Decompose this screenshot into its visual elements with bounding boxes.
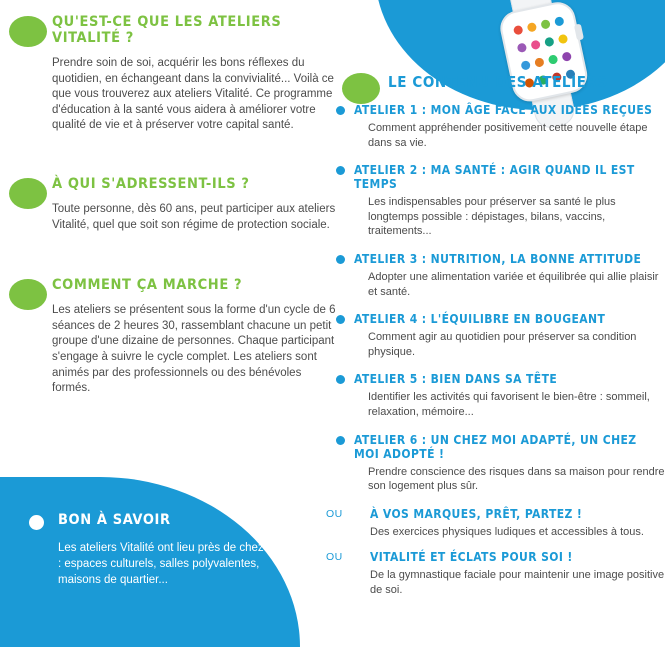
green-bullet-icon — [9, 16, 47, 47]
alternative-title: VITALITÉ ET ÉCLATS POUR SOI ! — [370, 550, 573, 565]
list-item — [336, 312, 665, 359]
atelier-title: ATELIER 5 : BIEN DANS SA TÊTE — [354, 372, 558, 387]
atelier-title: ATELIER 4 : L'ÉQUILIBRE EN BOUGEANT — [354, 312, 606, 327]
alternative-description: Des exercices physiques ludiques et accessibles à tous. — [370, 525, 644, 538]
green-bullet-icon — [342, 73, 380, 104]
connector-label: OU — [326, 551, 343, 564]
bon-a-savoir-block — [22, 512, 292, 588]
blue-bullet-icon — [336, 315, 345, 324]
section-body: Prendre soin de soi, acquérir les bons réflexes du quotidien, en échangeant dans la convivialité... Voilà ce que vous trouverez aux ateliers Vitalité. Ce programme d'éducation à la santé vous aidera à améliorer votre qualité de vie et à préserver votre capital santé. — [52, 57, 334, 132]
section-who-for — [0, 176, 340, 233]
section-title: QU'EST-CE QUE LES ATELIERS VITALITÉ ? — [52, 14, 282, 46]
atelier-description: Prendre conscience des risques dans sa maison pour rendre son logement plus sûr. — [368, 465, 665, 493]
atelier-title: ATELIER 3 : NUTRITION, LA BONNE ATTITUDE — [354, 251, 642, 266]
blue-bullet-icon — [336, 375, 345, 384]
blue-bullet-icon — [336, 255, 345, 264]
atelier-description: Adopter une alimentation variée et équilibrée qui allie plaisir et santé. — [368, 270, 659, 298]
blue-bullet-icon — [336, 106, 345, 115]
atelier-description: Identifier les activités qui favorisent le bien-être : sommeil, relaxation, mémoire... — [368, 391, 650, 418]
section-how-it-works — [0, 277, 340, 397]
alternative-description: De la gymnastique faciale pour maintenir une image positive de soi. — [370, 569, 665, 596]
white-bullet-icon — [29, 515, 44, 530]
atelier-description: Les indispensables pour préserver sa santé le plus longtemps possible : dépistages, bilans, vaccins, traitements... — [368, 196, 616, 238]
workshops-heading-title: LE CONTENU DES ATELIERS — [388, 73, 608, 91]
blue-bullet-icon — [336, 436, 345, 445]
atelier-description: Comment appréhender positivement cette nouvelle étape dans sa vie. — [368, 122, 648, 149]
atelier-title: ATELIER 6 : UN CHEZ MOI ADAPTÉ, UN CHEZ MOI ADOPTÉ ! — [354, 432, 637, 461]
green-bullet-icon — [9, 279, 47, 310]
atelier-description: Comment agir au quotidien pour préserver sa condition physique. — [368, 331, 637, 358]
atelier-title: ATELIER 1 : MON ÂGE FACE AUX IDÉES REÇUES — [354, 103, 653, 117]
list-item — [336, 252, 665, 299]
bon-a-savoir-body: Les ateliers Vitalité ont lieu près de chez vous : espaces culturels, salles polyvalentes, maisons de quartier... — [58, 542, 292, 586]
section-body: Les ateliers se présentent sous la forme d'un cycle de 6 séances de 2 heures 30, rassemblant chacune un petit groupe d'une dizaine de personnes. Chaque participant s'engage à suivre le cycle complet. Les ateliers sont animés par des professionnels ou des bénévoles formés. — [52, 304, 336, 395]
section-title: À QUI S'ADRESSENT-ILS ? — [52, 175, 250, 192]
list-item — [336, 163, 665, 239]
bon-a-savoir-title: BON À SAVOIR — [58, 512, 171, 528]
alternative-title: À VOS MARQUES, PRÊT, PARTEZ ! — [370, 506, 583, 521]
list-item-alternative — [326, 550, 665, 597]
green-bullet-icon — [9, 178, 47, 209]
bon-a-savoir-header — [22, 512, 292, 528]
blue-bullet-icon — [336, 166, 345, 175]
atelier-title: ATELIER 2 : MA SANTÉ : AGIR QUAND IL EST TEMPS — [354, 163, 635, 192]
right-column — [326, 70, 665, 609]
list-item — [336, 433, 665, 494]
list-item — [336, 103, 665, 150]
section-title: COMMENT ÇA MARCHE ? — [52, 277, 243, 294]
workshops-heading — [336, 73, 665, 91]
list-item — [336, 372, 665, 419]
connector-label: OU — [326, 507, 343, 520]
list-item-alternative — [326, 506, 665, 540]
section-body: Toute personne, dès 60 ans, peut participer aux ateliers Vitalité, quel que soit son régime de protection sociale. — [52, 202, 336, 231]
section-what-are-workshops — [0, 14, 340, 134]
